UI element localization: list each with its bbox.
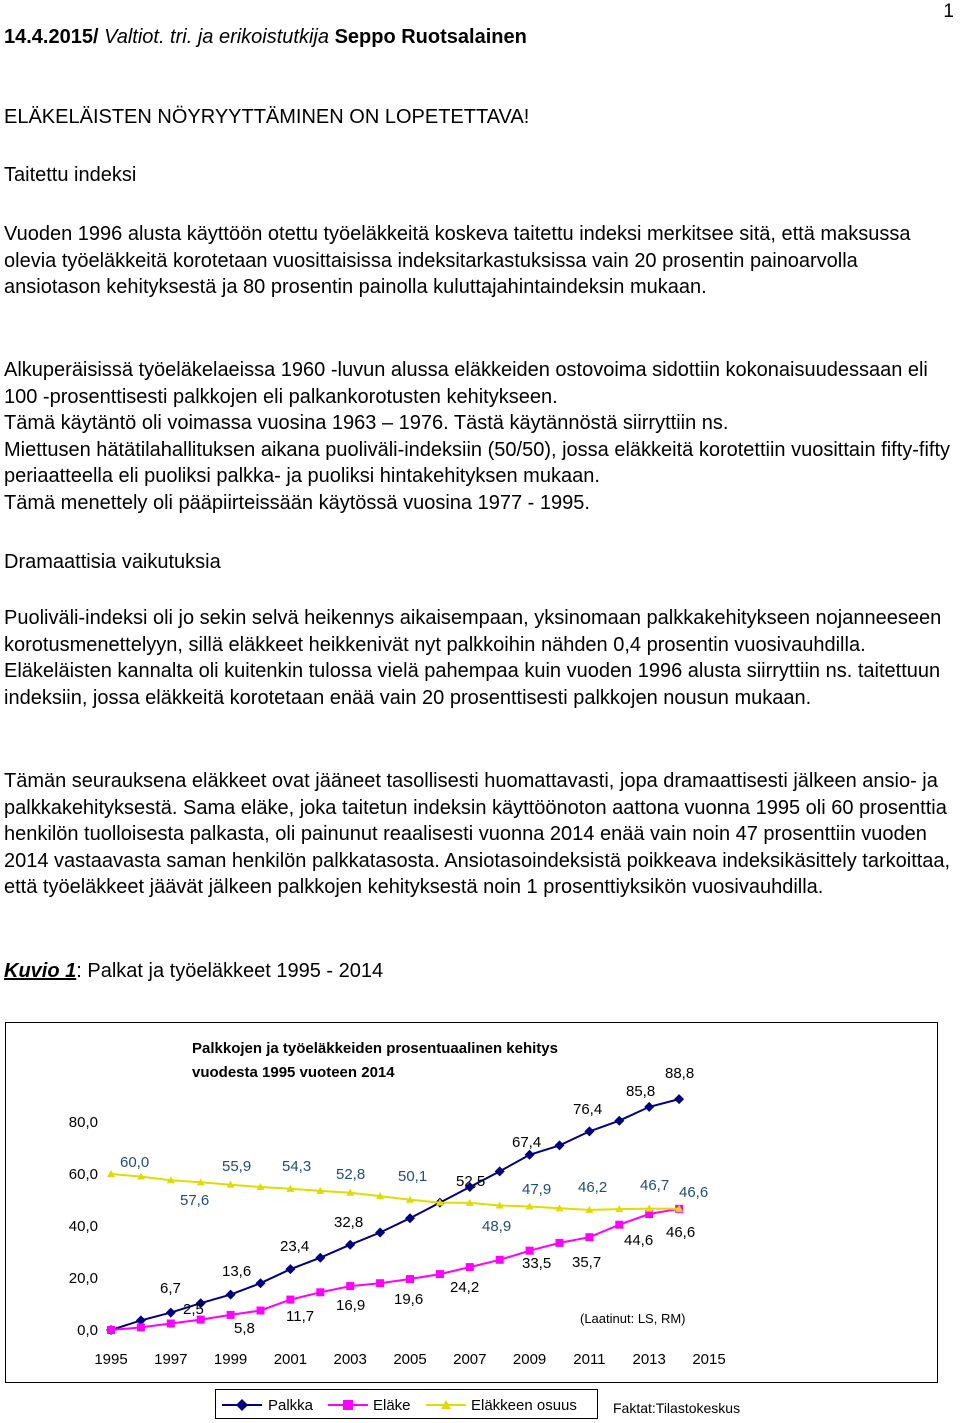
data-label: 2,5 bbox=[183, 1301, 204, 1318]
paragraph-line-2: Tämä käytäntö oli voimassa vuosina 1963 – 1976. Tästä käytännöstä siirryttiin ns. bbox=[4, 412, 729, 434]
legend-svg bbox=[216, 1390, 599, 1420]
data-point bbox=[107, 1326, 115, 1334]
data-label: 47,9 bbox=[522, 1181, 552, 1198]
data-point bbox=[406, 1275, 414, 1283]
data-point bbox=[286, 1296, 294, 1304]
data-point bbox=[345, 1240, 355, 1250]
data-point bbox=[137, 1323, 145, 1331]
data-label: 24,2 bbox=[450, 1279, 480, 1296]
chart-title-line-1: Palkkojen ja työeläkkeiden prosentuaalinen kehitys bbox=[192, 1040, 558, 1057]
data-point bbox=[405, 1213, 415, 1223]
data-point bbox=[375, 1228, 385, 1238]
y-tick-label: 60,0 bbox=[68, 1166, 98, 1183]
header-date: 14.4.2015/ bbox=[4, 26, 99, 48]
data-label: 6,7 bbox=[160, 1280, 181, 1297]
section-heading-indeksi: Taitettu indeksi bbox=[4, 164, 137, 186]
data-point bbox=[496, 1256, 504, 1264]
data-point bbox=[495, 1166, 505, 1176]
header-author: Seppo Ruotsalainen bbox=[334, 26, 527, 48]
x-tick-label: 2001 bbox=[273, 1351, 308, 1368]
legend-marker-palkka bbox=[236, 1399, 248, 1411]
data-label: 54,3 bbox=[282, 1158, 312, 1175]
data-point bbox=[614, 1116, 624, 1126]
x-tick-label: 2013 bbox=[632, 1351, 666, 1368]
paragraph-line-4: Tämä menettely oli pääpiirteissään käytössä vuosina 1977 - 1995. bbox=[4, 491, 590, 514]
y-tick-label: 0,0 bbox=[77, 1322, 98, 1339]
y-tick-label: 20,0 bbox=[68, 1270, 98, 1287]
data-point bbox=[556, 1239, 564, 1247]
figure-caption-label: Kuvio 1 bbox=[4, 960, 77, 982]
page-number: 1 bbox=[943, 1, 954, 22]
x-tick-label: 2009 bbox=[512, 1351, 547, 1368]
data-point bbox=[376, 1279, 384, 1287]
x-tick-label: 2015 bbox=[692, 1351, 726, 1368]
data-point bbox=[526, 1247, 534, 1255]
data-point bbox=[555, 1140, 565, 1150]
data-label: 48,9 bbox=[482, 1218, 512, 1235]
chart-legend bbox=[215, 1389, 598, 1419]
legend-label-osuus: Eläkkeen osuus bbox=[471, 1397, 577, 1414]
x-tick-label: 1995 bbox=[94, 1351, 128, 1368]
chart-annotation: (Laatinut: LS, RM) bbox=[580, 1311, 686, 1326]
data-label: 57,6 bbox=[180, 1192, 210, 1209]
data-label: 88,8 bbox=[665, 1065, 695, 1082]
legend-label-palkka: Palkka bbox=[268, 1397, 314, 1414]
data-point bbox=[315, 1253, 325, 1263]
figure-caption-text: Palkat ja työeläkkeet 1995 - 2014 bbox=[87, 960, 384, 982]
data-label: 33,5 bbox=[522, 1255, 552, 1272]
x-tick-label: 1997 bbox=[154, 1351, 188, 1368]
data-label: 13,6 bbox=[222, 1263, 252, 1280]
data-point bbox=[674, 1094, 684, 1104]
data-label: 67,4 bbox=[512, 1134, 542, 1151]
data-point bbox=[257, 1307, 265, 1315]
paragraph-line-3: Miettusen hätätilahallituksen aikana puoliväli-indeksiin (50/50), jossa eläkkeitä korotettiin vuosittain fifty-fifty periaatteella eli puoliksi palkka- ja puoliksi hintakehityksen mukaan. bbox=[4, 438, 951, 487]
paragraph-text: Vuoden 1996 alusta käyttöön otettu työeläkkeitä koskeva taitettu indeksi merkitsee sitä, että maksussa olevia työeläkkeitä korotetaan vuosittaisissa indeksitarkastuksissa vain 20 prosentin painoarvolla ansiotason kehityksestä ja 80 prosentin painolla kuluttajahintaindeksin mukaan. bbox=[4, 223, 911, 298]
x-tick-label: 1999 bbox=[213, 1351, 248, 1368]
data-point bbox=[227, 1311, 235, 1319]
data-label: 46,2 bbox=[578, 1179, 608, 1196]
data-label: 52,5 bbox=[456, 1173, 486, 1190]
paragraph-text: Tämän seurauksena eläkkeet ovat jääneet tasollisesti huomattavasti, jopa dramaattisesti jälkeen ansio- ja palkkakehityksestä. Sama eläke, joka taitetun indeksin käyttöönoton aattona vuonna 1995 oli 60 prosenttia henkilön tuolloisesta palkasta, oli painunut reaalisesti vuonna 2014 enää vain noin 47 prosenttiin vuoden 2014 vastaavasta saman henkilön palkkatasosta. Ansiotasoindeksistä poikkeava indeksikäsittely tarkoittaa, että työeläkkeet jäävät jälkeen palkkojen kehityksestä noin 1 prosenttiyksikön vuosivauhdilla. bbox=[4, 770, 951, 898]
data-label: 52,8 bbox=[336, 1166, 366, 1183]
data-label: 44,6 bbox=[624, 1232, 654, 1249]
x-tick-label: 2003 bbox=[333, 1351, 367, 1368]
data-point bbox=[166, 1308, 176, 1318]
x-tick-label: 2007 bbox=[453, 1351, 487, 1368]
data-point bbox=[285, 1264, 295, 1274]
data-point bbox=[584, 1126, 594, 1136]
x-tick-label: 2005 bbox=[393, 1351, 427, 1368]
data-label: 46,6 bbox=[666, 1224, 696, 1241]
headline: ELÄKELÄISTEN NÖYRYYTTÄMINEN ON LOPETETTAVA! bbox=[4, 106, 530, 128]
data-point bbox=[226, 1290, 236, 1300]
paragraph-text: Puoliväli-indeksi oli jo sekin selvä heikennys aikaisempaan, yksinomaan palkkakehitykseen nojanneeseen korotusmenettelyyn, sillä eläkkeet heikkenivät nyt palkkoihin nähden 0,4 prosentin vuosivauhdilla. Eläkeläisten kannalta oli kuitenkin tulossa vielä pahempaa kuin vuoden 1996 alusta siirryttiin ns. taitettuun indeksiin, jossa eläkkeitä korotetaan enää vain 20 prosenttisesti palkkojen nousun mukaan. bbox=[4, 607, 942, 709]
data-point bbox=[466, 1263, 474, 1271]
data-label: 55,9 bbox=[222, 1158, 252, 1175]
data-label: 16,9 bbox=[336, 1297, 366, 1314]
data-point bbox=[525, 1150, 535, 1160]
data-label: 85,8 bbox=[626, 1083, 656, 1100]
data-label: 35,7 bbox=[572, 1254, 602, 1271]
data-point bbox=[316, 1288, 324, 1296]
legend-marker-elake bbox=[343, 1400, 353, 1410]
data-label: 50,1 bbox=[398, 1168, 428, 1185]
data-label: 60,0 bbox=[120, 1154, 150, 1171]
data-point bbox=[585, 1233, 593, 1241]
data-point bbox=[615, 1221, 623, 1229]
chart-source: Faktat:Tilastokeskus bbox=[613, 1400, 741, 1416]
data-label: 19,6 bbox=[394, 1291, 424, 1308]
paragraph-line-1: Alkuperäisissä työeläkelaeissa 1960 -luvun alussa eläkkeiden ostovoima sidottiin kokonaisuudessaan eli 100 -prosenttisesti palkkojen eli palkankorotusten kehitykseen. bbox=[4, 359, 928, 408]
data-label: 76,4 bbox=[573, 1101, 603, 1118]
data-point bbox=[167, 1320, 175, 1328]
y-tick-label: 80,0 bbox=[68, 1114, 98, 1131]
y-tick-label: 40,0 bbox=[68, 1218, 98, 1235]
data-point bbox=[256, 1278, 266, 1288]
data-point bbox=[644, 1102, 654, 1112]
header-role: Valtiot. tri. ja erikoistutkija bbox=[104, 26, 329, 48]
data-point bbox=[346, 1282, 354, 1290]
data-label: 32,8 bbox=[334, 1214, 364, 1231]
data-label: 23,4 bbox=[280, 1238, 310, 1255]
chart-title-line-2: vuodesta 1995 vuoteen 2014 bbox=[192, 1064, 395, 1081]
data-label: 46,7 bbox=[640, 1177, 670, 1194]
data-label: 46,6 bbox=[679, 1184, 709, 1201]
data-point bbox=[436, 1270, 444, 1278]
x-tick-label: 2011 bbox=[573, 1351, 606, 1368]
figure-caption-sep: : bbox=[76, 960, 88, 982]
section-heading-vaikutuksia: Dramaattisia vaikutuksia bbox=[4, 551, 221, 573]
data-label: 11,7 bbox=[286, 1308, 315, 1325]
data-label: 5,8 bbox=[234, 1320, 255, 1337]
legend-label-elake: Eläke bbox=[373, 1397, 411, 1414]
